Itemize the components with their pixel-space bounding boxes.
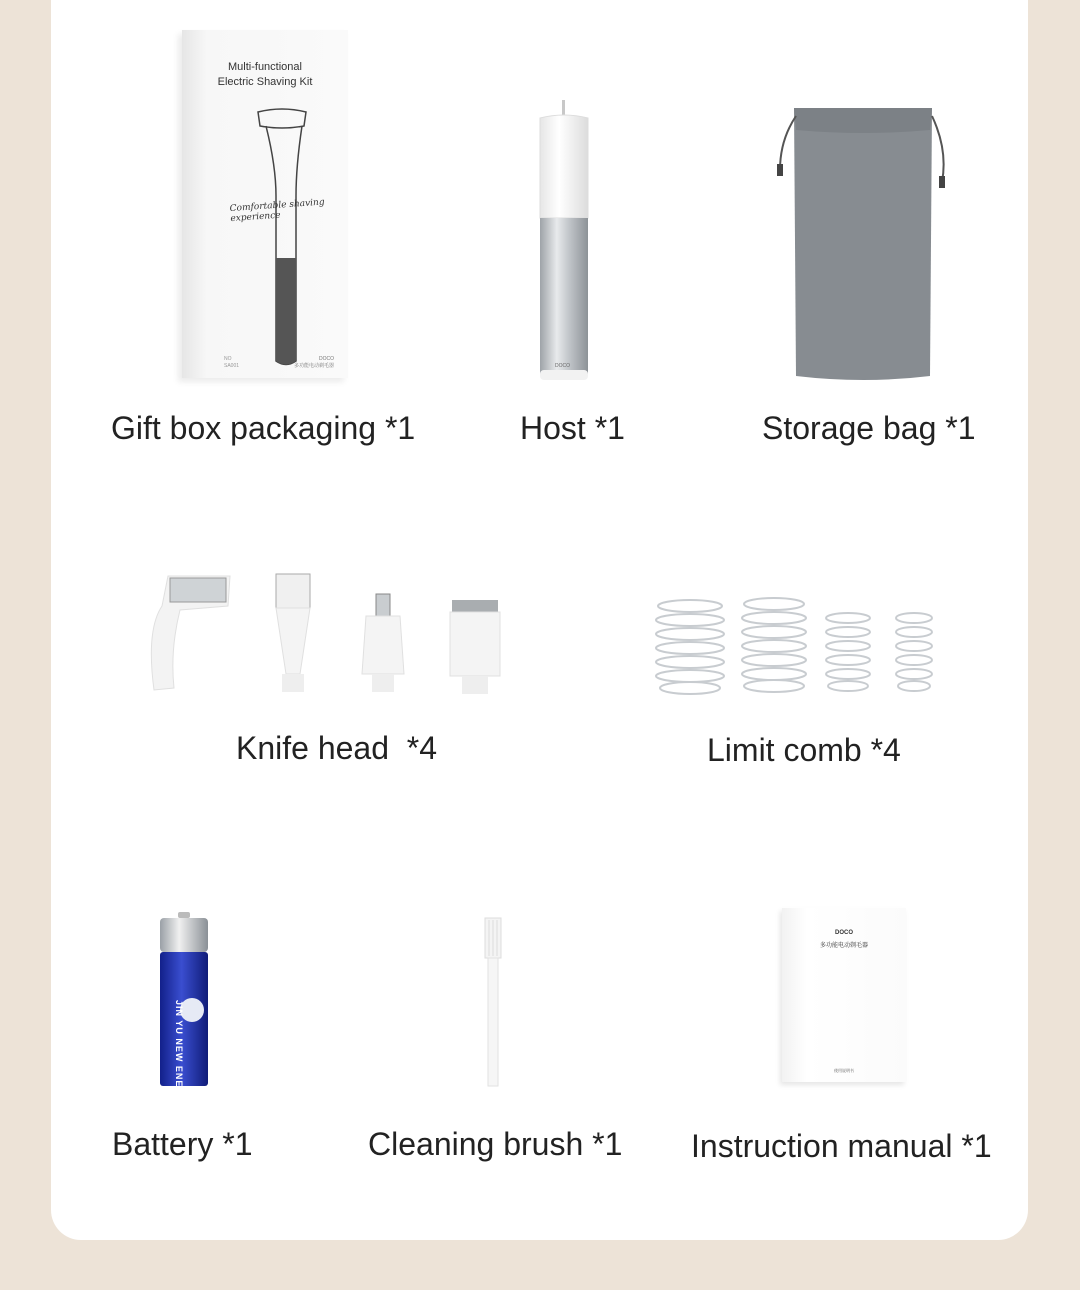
- battery-text: JIN YU NEW ENERGY: [174, 1000, 184, 1110]
- host-label: Host *1: [520, 410, 625, 446]
- knife-head-4: [450, 600, 500, 694]
- limit-comb-4: [896, 613, 932, 691]
- gift-box-title: Multi-functional Electric Shaving Kit: [217, 61, 313, 88]
- storage-bag-label: Storage bag *1: [762, 410, 976, 446]
- gift-box-number: NO SA001: [224, 356, 240, 369]
- knife-head-3: [362, 594, 404, 692]
- host-device-image: [528, 100, 600, 384]
- manual-brand: DOCO: [835, 930, 853, 936]
- cleaning-brush-image: [480, 916, 506, 1090]
- knife-head-label: Knife head *4: [236, 730, 438, 766]
- gift-box-shaver-drawing: [252, 106, 312, 368]
- limit-comb-3: [826, 613, 870, 691]
- limit-comb-label: Limit comb *4: [707, 732, 901, 768]
- cleaning-brush-label: Cleaning brush *1: [368, 1126, 623, 1162]
- limit-comb-2: [742, 598, 806, 692]
- battery-label: Battery *1: [112, 1126, 253, 1162]
- manual-subtitle: 多功能电动剃毛器: [819, 943, 868, 949]
- manual-footer: 使用说明书: [834, 1068, 854, 1073]
- limit-combs-image: [654, 594, 944, 698]
- limit-comb-1: [656, 600, 724, 694]
- instruction-manual-label: Instruction manual *1: [691, 1128, 992, 1164]
- gift-box-brand: DOCO 多功能电动剃毛器: [293, 356, 334, 369]
- gift-box-script-text: Comfortable shaving experience: [229, 197, 325, 225]
- host-brand: DOCO: [555, 363, 570, 369]
- knife-head-1: [151, 576, 230, 690]
- knife-heads-image: [140, 570, 520, 700]
- instruction-manual-image: [782, 908, 906, 1082]
- gift-box-label: Gift box packaging *1: [111, 410, 416, 446]
- gift-box-image: [182, 30, 348, 378]
- storage-bag-image: [772, 100, 956, 384]
- knife-head-2: [276, 574, 310, 692]
